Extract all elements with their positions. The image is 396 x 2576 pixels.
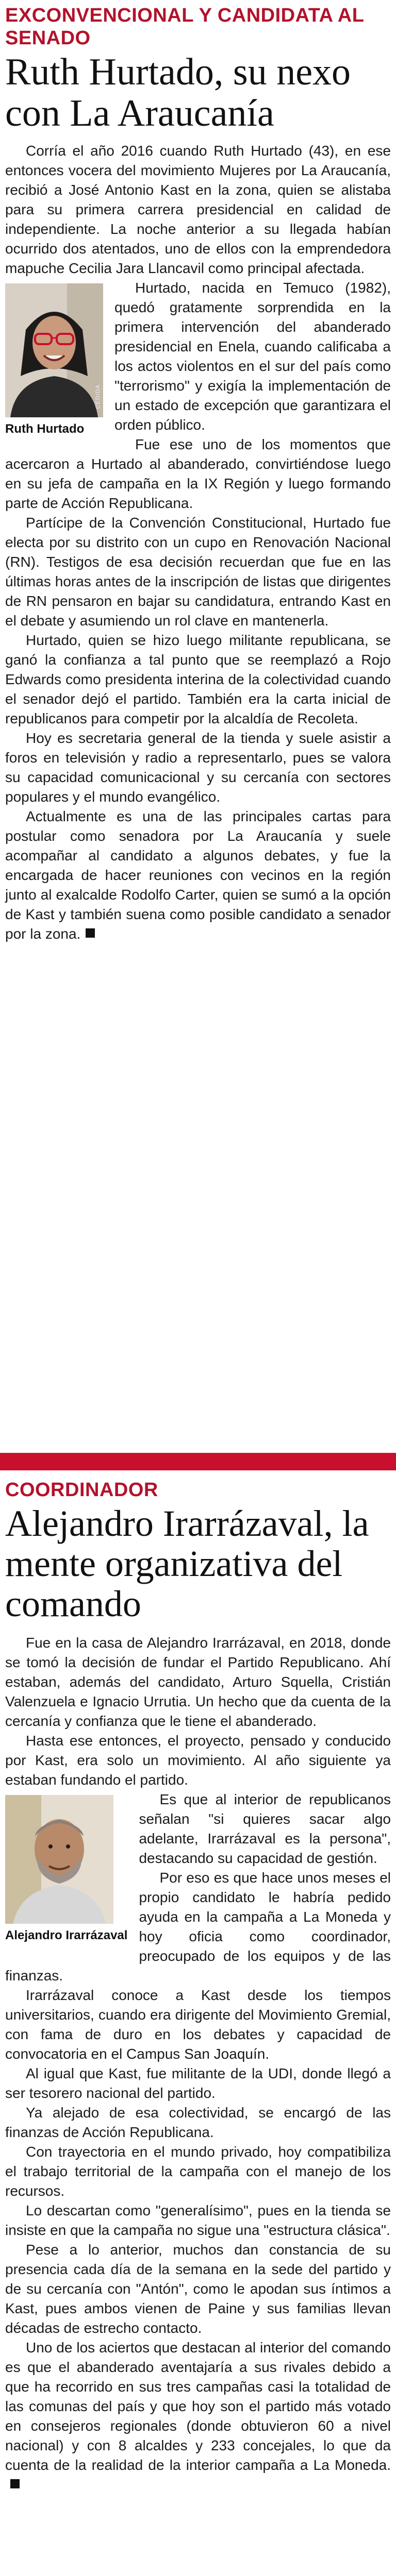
photo-figure xyxy=(5,1795,127,1943)
portrait-illustration xyxy=(5,283,103,417)
article-paragraph: Es que al interior de republicanos señalan "si quieres sacar algo adelante, Irarrázaval es la persona", destacando su capacidad de gestión. xyxy=(139,1791,391,1866)
article-paragraph: Al igual que Kast, fue militante de la UDI, donde llegó a ser tesorero nacional del partido. xyxy=(5,2065,391,2101)
portrait-photo xyxy=(5,1795,113,1924)
article-kicker: COORDINADOR xyxy=(5,1479,158,1501)
article-paragraph: Fue ese uno de los momentos que acercaron a Hurtado al abanderado, convirtiéndose luego en su jefa de campaña en la IX Región y luego formando parte de Acción Republicana. xyxy=(5,436,391,511)
article-body xyxy=(5,1633,391,2495)
article-paragraph: Corría el año 2016 cuando Ruth Hurtado (43), en ese entonces vocera del movimiento Mujeres por La Araucanía, recibió a José Antonio Kast en la zona, quien se alistaba para su primera carrera presidencial en calidad de independiente. La noche anterior a su llegada habían ocurrido dos atentados, uno de ellos con la emprendedora mapuche Cecilia Jara Llancavil como principal afectada. xyxy=(5,143,391,276)
photo-figure xyxy=(5,283,103,437)
article-paragraph: Hasta ese entonces, el proyecto, pensado y conducido por Kast, era solo un movimiento. Al año siguiente ya estaban fundando el partido. xyxy=(5,1733,391,1788)
article-paragraph-text: Uno de los aciertos que destacan al interior del comando es que el abanderado aventajaría a sus rivales debido a que ha recorrido en sus tres campañas casi la totalidad de las comunas del país y que hoy son el partido más votado en consejeros regionales (donde obtuvieron 60 a nivel nacional) y con 8 alcaldes y 233 concejales, lo que da cuenta de la realidad de la interior campaña a La Moneda. xyxy=(5,2340,391,2473)
article-paragraph: Hurtado, nacida en Temuco (1982), quedó gratamente sorprendida en la primera intervención del abanderado presidencial en Enela, cuando calificaba a los actos violentos en el sur del país como "terrorismo" y exigía la implementación de un estado de excepción que garantizara el orden público. xyxy=(114,280,391,433)
photo-credit: CEDIDA xyxy=(95,384,101,409)
article-alejandro-irarrazaval xyxy=(5,1479,391,2495)
article-headline: Alejandro Irarrázaval, la mente organizativa del comando xyxy=(5,1503,369,1624)
article-paragraph-text: Actualmente es una de las principales cartas para postular como senadora por La Araucanía y suele acompañar al candidato a algunos debates, y fue la encargada de hacer reuniones con vecinos en la región junto al exalcalde Rodolfo Carter, quien se sumó a la opción de Kast y también suena como posible candidato a senador por la zona. xyxy=(5,808,391,942)
article-paragraph-last xyxy=(5,2338,391,2495)
section-divider-bar xyxy=(0,1453,396,1470)
article-body xyxy=(5,141,391,944)
end-mark-icon xyxy=(10,2479,20,2488)
article-kicker: EXCONVENCIONAL Y CANDIDATA AL SENADO xyxy=(5,5,364,49)
article-paragraph: Hoy es secretaria general de la tienda y suele asistir a foros en televisión y radio a representarlo, pues se valora su capacidad comunicacional y su cercanía con sectores populares y el mundo evangélico. xyxy=(5,730,391,805)
article-paragraph: Con trayectoria en el mundo privado, hoy compatibiliza el trabajo territorial de la campaña con el manejo de los recursos. xyxy=(5,2144,391,2199)
portrait-photo xyxy=(5,283,103,417)
article-ruth-hurtado xyxy=(5,4,391,944)
article-paragraph: Partícipe de la Convención Constitucional, Hurtado fue electa por su distrito con un cupo en Renovación Nacional (RN). Testigos de esa decisión recuerdan que fue en las últimas horas antes de la inscripción de listas que dirigentes de RN pensaron en bajar su candidatura, entrando Kast en el debate y asumiendo un rol clave en mantenerla. xyxy=(5,515,391,629)
article-headline: Ruth Hurtado, su nexo con La Araucanía xyxy=(5,51,351,134)
photo-caption: Ruth Hurtado xyxy=(5,422,85,436)
article-paragraph: Fue en la casa de Alejandro Irarrázaval, en 2018, donde se tomó la decisión de fundar el Partido Republicano. Ahí estaban, además del candidato, Arturo Squella, Cristián Valenzuela e Ignacio Urrutia. Un hecho que da cuenta de la cercanía y confianza que le tiene el abanderado. xyxy=(5,1635,391,1729)
end-mark-icon xyxy=(86,928,95,938)
photo-caption: Alejandro Irarrázaval xyxy=(5,1928,128,1942)
article-paragraph: Por eso es que hace unos meses el propio candidato le habría pedido ayuda en la campaña a La Moneda y hoy oficia como coordinador, preocupado de los equipos y de las finanzas. xyxy=(5,1870,391,1984)
article-paragraph: Irarrázaval conoce a Kast desde los tiempos universitarios, cuando era dirigente del Movimiento Gremial, con fama de duro en los debates y capacidad de convocatoria en el Campus San Joaquín. xyxy=(5,1987,391,2062)
article-paragraph: Lo descartan como "generalísimo", pues en la tienda se insiste en que la campaña no sigue una "estructura clásica". xyxy=(5,2202,391,2238)
article-paragraph-last xyxy=(5,807,391,944)
article-paragraph: Ya alejado de esa colectividad, se encargó de las finanzas de Acción Republicana. xyxy=(5,2105,391,2140)
article-paragraph: Pese a lo anterior, muchos dan constancia de su presencia cada día de la semana en la sede del partido y de su cercanía con "Antón", como le apodan sus íntimos a Kast, pues ambos vienen de Paine y sus familias llevan décadas de estrecho contacto. xyxy=(5,2242,391,2336)
article-paragraph: Hurtado, quien se hizo luego militante republicana, se ganó la confianza a tal punto que se reemplazó a Rojo Edwards como presidenta interina de la colectividad cuando el senador dejó el partido. También era la carta inicial de republicanos para competir por la alcaldía de Recoleta. xyxy=(5,632,391,726)
portrait-illustration xyxy=(5,1795,113,1924)
